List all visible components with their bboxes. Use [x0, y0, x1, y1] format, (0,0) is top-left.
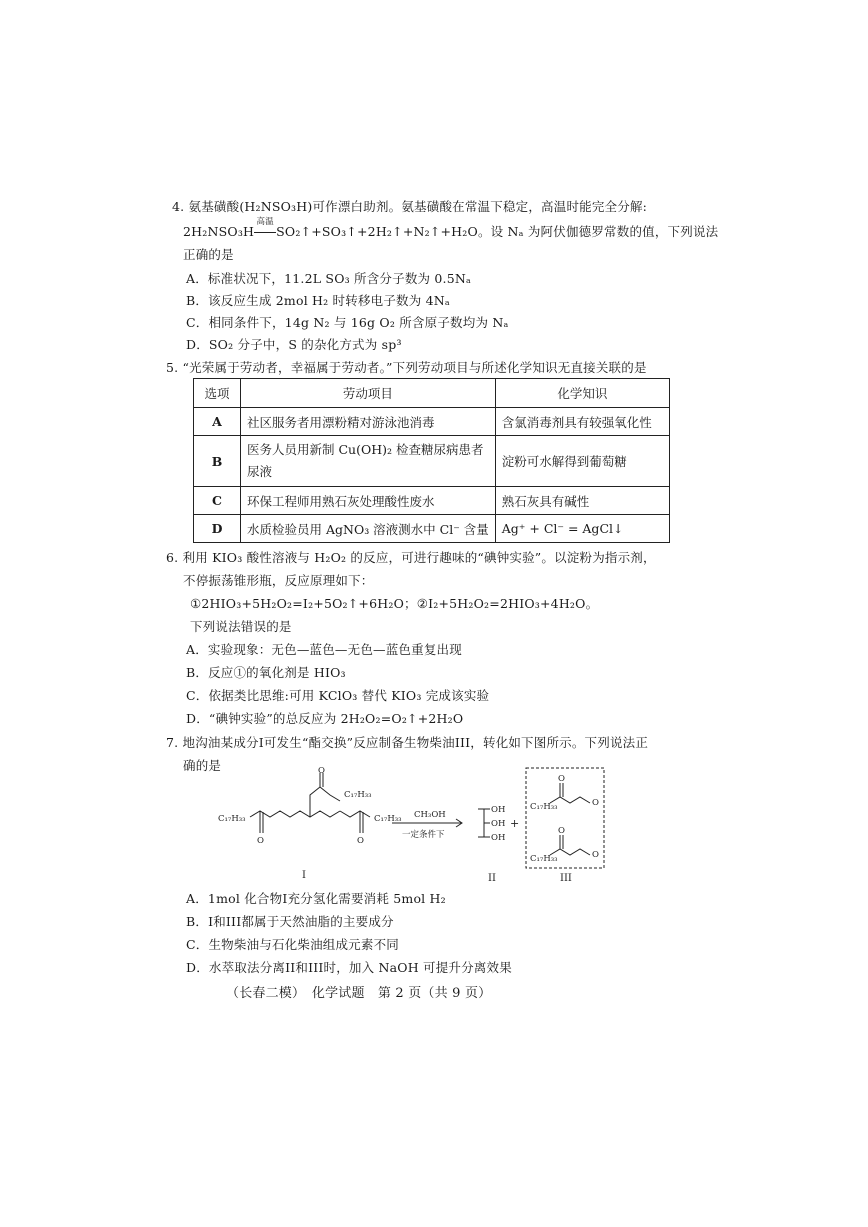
table-row [194, 487, 670, 515]
oxygen-label: O [357, 836, 364, 846]
header-knowledge: 化学知识 [495, 379, 669, 408]
row-project: 医务人员用新制 Cu(OH)₂ 检查糖尿病患者尿液 [241, 436, 496, 487]
hydroxyl-label: OH [491, 819, 506, 829]
chain-label: C₁₇H₃₃ [530, 854, 558, 864]
plus-sign: + [510, 817, 520, 830]
q7-stem-line1: 7. 地沟油某成分I可发生“酯交换”反应制备生物柴油III，转化如下图所示。下列说法正 [166, 735, 649, 750]
q4-option-a: A．标准状况下，11.2L SO₃ 所含分子数为 0.5Nₐ [186, 271, 472, 286]
q5-stem: 5. “光荣属于劳动者，幸福属于劳动者。”下列劳动项目与所述化学知识无直接关联的是 [166, 360, 647, 375]
q4-option-c: C．相同条件下，14g N₂ 与 16g O₂ 所含原子数均为 Nₐ [186, 315, 509, 330]
row-knowledge: 淀粉可水解得到葡萄糖 [495, 436, 669, 487]
compound-i-label: I [302, 870, 306, 881]
q6-option-a: A．实验现象：无色—蓝色—无色—蓝色重复出现 [186, 642, 462, 657]
row-option: C [194, 487, 241, 515]
row-option: B [194, 436, 241, 487]
oxygen-label: O [592, 850, 599, 860]
chain-label: C₁₇H₃₃ [530, 802, 558, 812]
compound-ii-label: II [488, 873, 496, 884]
q7-stem-line2: 确的是 [183, 758, 222, 773]
header-option: 选项 [194, 379, 241, 408]
header-project: 劳动项目 [241, 379, 496, 408]
q4-equation: 2H₂NSO₃H 高温 SO₂↑+SO₃↑+2H₂↑+N₂↑+H₂O。设 Nₐ 为阿伏伽德罗常数的值，下列说法 [183, 217, 719, 239]
q5-table [193, 378, 670, 543]
row-knowledge: 含氯消毒剂具有较强氧化性 [495, 408, 669, 436]
transesterification-diagram [210, 765, 610, 885]
q7-option-b: B．I和III都属于天然油脂的主要成分 [186, 914, 394, 929]
page-footer: （长春二模） 化学试题 第 2 页（共 9 页） [226, 986, 492, 1001]
q7-option-c: C．生物柴油与石化柴油组成元素不同 [186, 937, 399, 952]
q6-stem-line2: 不停振荡锥形瓶，反应原理如下： [183, 573, 374, 588]
row-option: A [194, 408, 241, 436]
q7-option-a: A．1mol 化合物I充分氢化需要消耗 5mol H₂ [186, 891, 446, 906]
compound-ii-skeleton [478, 809, 484, 837]
chain-label: C₁₇H₃₃ [374, 814, 402, 824]
row-project: 水质检验员用 AgNO₃ 溶液测水中 Cl⁻ 含量 [241, 515, 496, 543]
heat-condition: 高温 [254, 224, 276, 239]
condition-label: 一定条件下 [402, 830, 445, 840]
row-option: D [194, 515, 241, 543]
q6-option-b: B．反应①的氧化剂是 HIO₃ [186, 665, 346, 680]
row-project: 社区服务者用漂粉精对游泳池消毒 [241, 408, 496, 436]
row-knowledge: 熟石灰具有碱性 [495, 487, 669, 515]
q7-option-d: D．水萃取法分离II和III时，加入 NaOH 可提升分离效果 [186, 960, 512, 975]
q6-equations: ①2HIO₃+5H₂O₂=I₂+5O₂↑+6H₂O；②I₂+5H₂O₂=2HIO₃+4H₂O。 [190, 596, 599, 611]
oxygen-label: O [318, 766, 325, 776]
compound-iii-label: III [560, 873, 572, 884]
chain-label: C₁₇H₃₃ [218, 814, 246, 824]
q6-stem-line1: 6. 利用 KIO₃ 酸性溶液与 H₂O₂ 的反应，可进行趣味的“碘钟实验”。以淀粉为指示剂， [166, 550, 656, 565]
hydroxyl-label: OH [491, 833, 506, 843]
row-project: 环保工程师用熟石灰处理酸性废水 [241, 487, 496, 515]
row-knowledge: Ag⁺ + Cl⁻ = AgCl↓ [495, 515, 669, 543]
oxygen-label: O [592, 798, 599, 808]
q6-stem-line3: 下列说法错误的是 [190, 619, 292, 634]
hydroxyl-label: OH [491, 805, 506, 815]
q6-option-c: C．依据类比思维:可用 KClO₃ 替代 KIO₃ 完成该实验 [186, 688, 490, 703]
q4-option-d: D．SO₂ 分子中，S 的杂化方式为 sp³ [186, 337, 402, 352]
oxygen-label: O [558, 826, 565, 836]
table-row [194, 436, 670, 487]
table-header-row [194, 379, 670, 408]
chain-label: C₁₇H₃₃ [344, 790, 372, 800]
table-row [194, 515, 670, 543]
q4-option-b: B．该反应生成 2mol H₂ 时转移电子数为 4Nₐ [186, 293, 450, 308]
reagent-label: CH₃OH [414, 810, 446, 820]
q4-stem-line1: 4. 氨基磺酸(H₂NSO₃H)可作漂白助剂。氨基磺酸在常温下稳定，高温时能完全分解: [172, 199, 648, 214]
table-row [194, 408, 670, 436]
q6-option-d: D．“碘钟实验”的总反应为 2H₂O₂=O₂↑+2H₂O [186, 711, 464, 726]
q4-stem-line3: 正确的是 [183, 247, 234, 262]
oxygen-label: O [558, 774, 565, 784]
oxygen-label: O [257, 836, 264, 846]
